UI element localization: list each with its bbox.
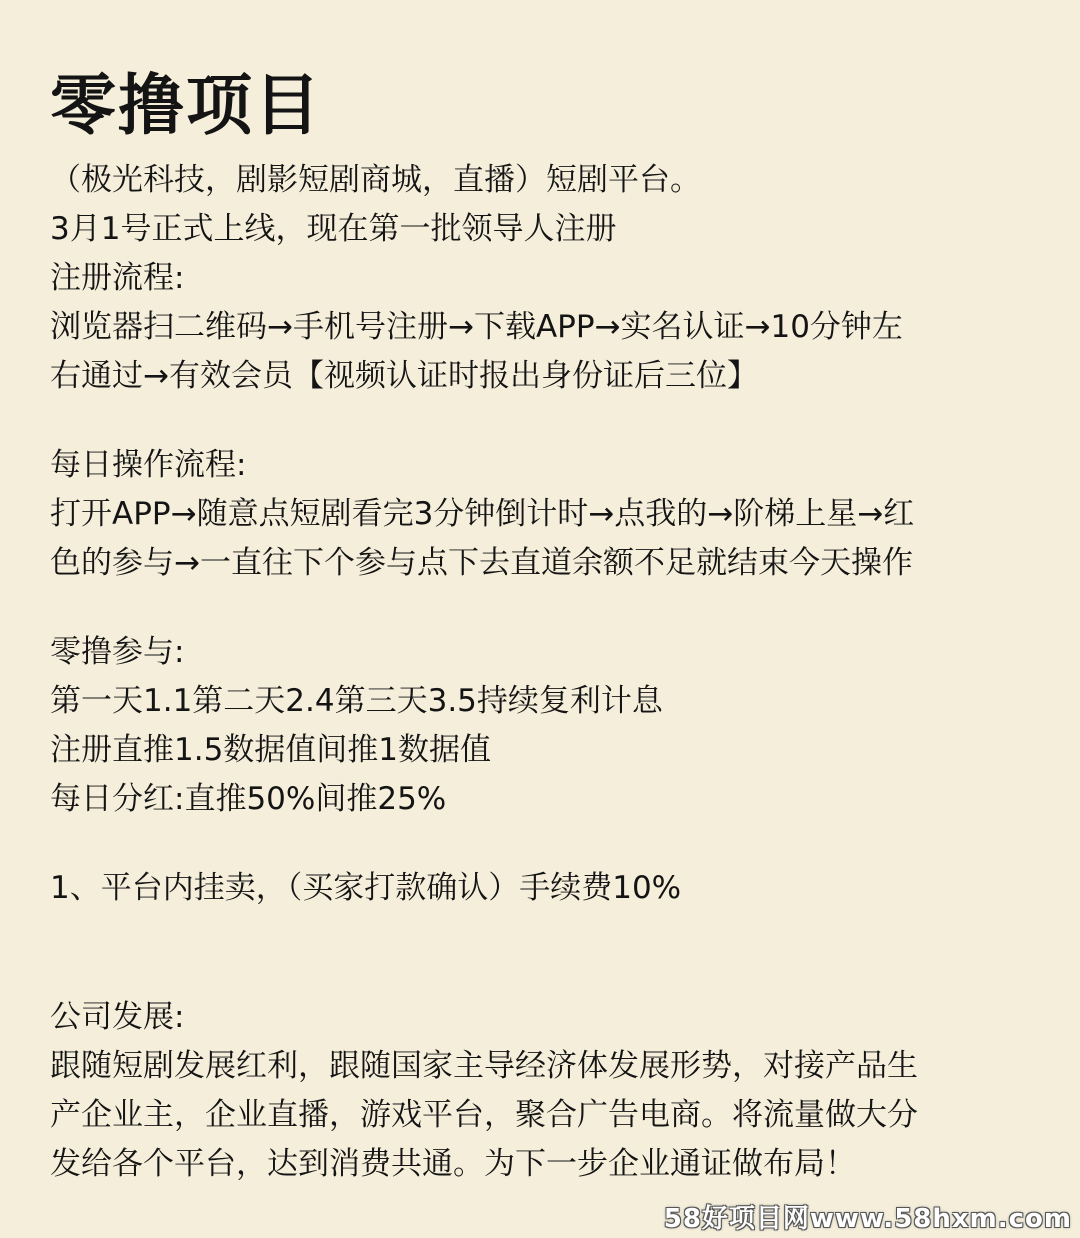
text-line-interest: 第一天1.1第二天2.4第三天3.5持续复利计息 xyxy=(50,683,663,719)
section-heading-company: 公司发展: xyxy=(50,999,185,1035)
text-line-launch: 3月1号正式上线，现在第一批领导人注册 xyxy=(50,211,617,247)
section-heading-daily: 每日操作流程: xyxy=(50,447,247,483)
text-line-referral: 注册直推1.5数据值间推1数据值 xyxy=(50,732,492,768)
section-heading-participate: 零撸参与: xyxy=(50,634,185,670)
text-line-company-2: 产企业主，企业直播，游戏平台，聚合广告电商。将流量做大分 xyxy=(50,1097,918,1133)
text-line-company-3: 发给各个平台，达到消费共通。为下一步企业通证做布局！ xyxy=(50,1146,856,1182)
section-heading-register: 注册流程: xyxy=(50,260,185,296)
site-watermark: 58好项目网www.58hxm.com xyxy=(663,1204,1072,1234)
text-line-fee: 1、平台内挂卖，（买家打款确认）手续费10% xyxy=(50,870,682,906)
text-line-daily-steps-2: 色的参与→一直往下个参与点下去直道余额不足就结束今天操作 xyxy=(50,545,913,581)
text-line-register-steps-1: 浏览器扫二维码→手机号注册→下载APP→实名认证→10分钟左 xyxy=(50,309,903,345)
text-line-dividend: 每日分红:直推50%间推25% xyxy=(50,781,447,817)
text-line-company-1: 跟随短剧发展红利，跟随国家主导经济体发展形势，对接产品生 xyxy=(50,1048,918,1084)
text-line-register-steps-2: 右通过→有效会员【视频认证时报出身份证后三位】 xyxy=(50,358,758,394)
document-title: 零撸项目 xyxy=(50,67,322,144)
text-line-platform: （极光科技，剧影短剧商城，直播）短剧平台。 xyxy=(50,162,701,198)
text-line-daily-steps-1: 打开APP→随意点短剧看完3分钟倒计时→点我的→阶梯上星→红 xyxy=(50,496,915,532)
